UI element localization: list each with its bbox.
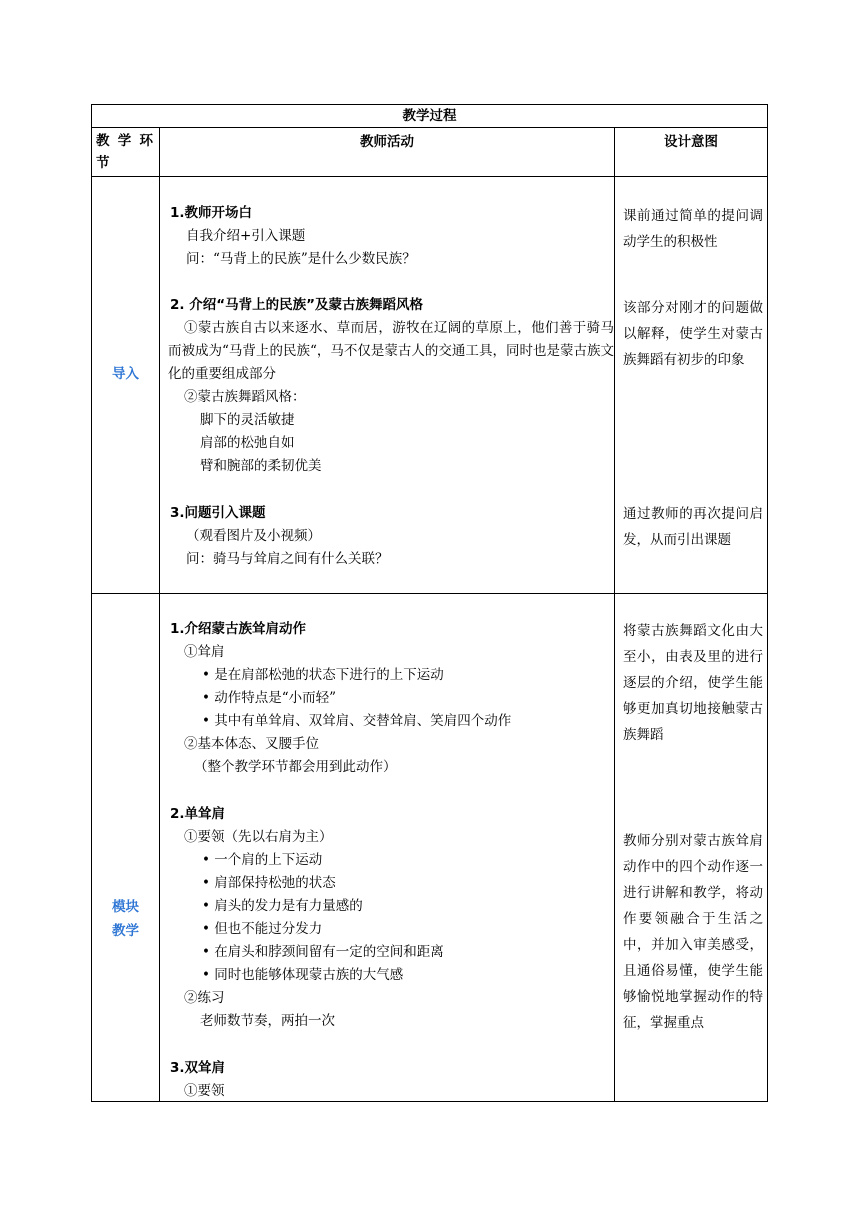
module-bullet: • 肩头的发力是有力量感的 [202,898,363,914]
intro-line: 自我介绍+引入课题 [186,228,306,244]
intro-line: 脚下的灵活敏捷 [200,412,295,428]
module-bullet: • 在肩头和脖颈间留有一定的空间和距离 [202,944,444,960]
stage-intro: 导入 [112,366,139,382]
module-line: ①要领（先以右肩为主） [184,829,333,845]
module-intent: 将蒙古族舞蹈文化由大至小，由表及里的进行逐层的介绍，使学生能够更加真切地接触蒙古族舞蹈 [623,623,763,743]
intro-line: 肩部的松弛自如 [200,435,295,451]
intro-intent: 通过教师的再次提问启发，从而引出课题 [623,506,763,548]
intro-line: （观看图片及小视频） [186,528,321,544]
module-line: ②基本体态、叉腰手位 [184,736,319,752]
intro-line: 臂和腕部的柔韧优美 [200,458,322,474]
module-bullet: • 但也不能过分发力 [202,921,323,937]
row-divider [92,593,767,594]
row-divider [92,176,767,177]
intro-line: 问：“马背上的民族”是什么少数民族？ [186,251,416,267]
module-line: ①耸肩 [184,644,225,660]
intro-intent: 该部分对刚才的问题做以解释，使学生对蒙古族舞蹈有初步的印象 [623,300,763,368]
module-intent: 教师分别对蒙古族耸肩动作中的四个动作逐一进行讲解和教学，将动作要领融合于生活之中，并加入审美感受，且通俗易懂，使学生能够愉悦地掌握动作的特征，掌握重点 [623,833,763,1031]
intro-line: ②蒙古族舞蹈风格： [184,389,306,405]
module-heading-1: 1.介绍蒙古族耸肩动作 [170,621,307,637]
module-bullet: • 同时也能够体现蒙古族的大气感 [202,967,404,983]
module-bullet: • 其中有单耸肩、双耸肩、交替耸肩、笑肩四个动作 [202,713,512,729]
module-line: ②练习 [184,990,225,1006]
intro-heading-1: 1.教师开场白 [170,205,253,221]
module-bullet: • 是在肩部松弛的状态下进行的上下运动 [202,667,444,683]
intro-heading-2: 2. 介绍“马背上的民族”及蒙古族舞蹈风格 [170,297,423,313]
table-title: 教学过程 [402,108,457,124]
intro-paragraph: ①蒙古族自古以来逐水、草而居，游牧在辽阔的草原上，他们善于骑马而被成为“马背上的民族“，马不仅是蒙古人的交通工具，同时也是蒙古族文化的重要组成部分 [168,320,614,382]
stage-module-label: 模块教学 [112,899,139,939]
module-bullet: • 肩部保持松弛的状态 [202,875,336,891]
module-bullet: • 一个肩的上下运动 [202,852,323,868]
module-heading-2: 2.单耸肩 [170,806,226,822]
header-design-intent: 设计意图 [664,134,718,150]
intro-line: 问：骑马与耸肩之间有什么关联？ [186,551,389,567]
header-teacher-activity: 教师活动 [360,134,414,150]
stage-module [92,895,159,943]
intro-intent: 课前通过简单的提问调动学生的积极性 [623,208,763,250]
teaching-process-table [91,104,768,1102]
col-divider [159,127,160,1101]
module-line: （整个教学环节都会用到此动作） [194,759,397,775]
col-divider [614,127,615,1101]
module-bullet: • 动作特点是“小而轻” [202,690,337,706]
row-divider [92,127,767,128]
header-stage: 教 学 环 节 [96,133,154,171]
module-line: 老师数节奏，两拍一次 [200,1013,335,1029]
intro-heading-3: 3.问题引入课题 [170,505,266,521]
module-line: ①要领 [184,1083,225,1099]
module-heading-3: 3.双耸肩 [170,1060,226,1076]
